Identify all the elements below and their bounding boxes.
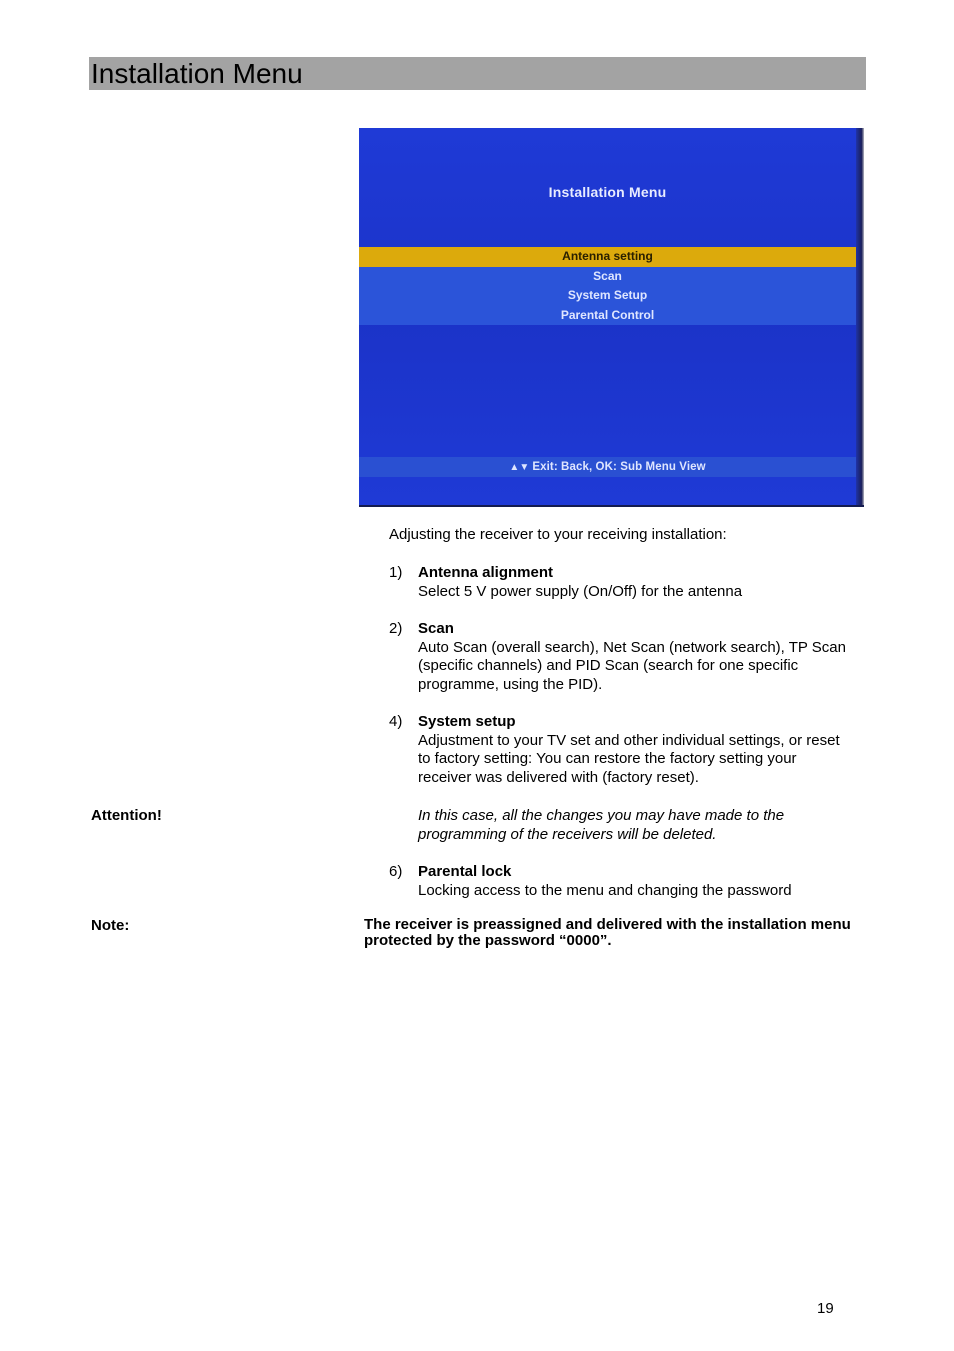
page-number: 19 [817,1300,834,1317]
list-heading: Parental lock [418,863,512,880]
tv-screen-edge [856,128,864,507]
note-label: Note: [91,917,130,934]
tv-menu-item-scan[interactable]: Scan [593,268,622,283]
list-number: 1) [389,564,403,581]
list-description: Adjustment to your TV set and other individual settings, or reset to factory setting: You can restore the factory setting your receiver was delivered with (factory reset). [418,731,840,786]
section-header-bar [89,57,866,90]
tv-screen-bottom-edge [359,505,864,507]
page-title: Installation Menu [91,58,303,89]
list-description: Auto Scan (overall search), Net Scan (network search), TP Scan (specific channels) and PID Scan (search for one specific programme, using the PID). [418,638,846,693]
list-description: Select 5 V power supply (On/Off) for the antenna [418,582,743,600]
list-number: 6) [389,863,403,880]
tv-help-text: Exit: Back, OK: Sub Menu View [532,461,706,473]
intro-text: Adjusting the receiver to your receiving installation: [389,526,727,543]
list-description: Locking access to the menu and changing the password [418,881,792,899]
list-heading: Antenna alignment [418,564,554,581]
attention-text: In this case, all the changes you may have made to the programming of the receivers will be deleted. [418,807,785,843]
list-number: 4) [389,713,403,730]
note-text: The receiver is preassigned and delivered with the installation menu protected by the password “0000”. [364,916,851,949]
attention-label: Attention! [91,807,162,824]
up-down-arrow-icon: ▲▼ [509,462,530,473]
list-number: 2) [389,620,403,637]
tv-menu-help-bar [359,457,856,477]
list-heading: Scan [418,620,454,637]
tv-menu-item-system-setup[interactable]: System Setup [567,288,648,302]
tv-menu-screenshot [359,128,864,507]
tv-menu-title: Installation Menu [548,184,667,200]
tv-menu-item-parental-control[interactable]: Parental Control [560,307,655,322]
tv-menu-item-antenna-setting[interactable]: Antenna setting [359,247,856,267]
tv-menu-list [359,247,856,325]
list-heading: System setup [418,713,516,730]
